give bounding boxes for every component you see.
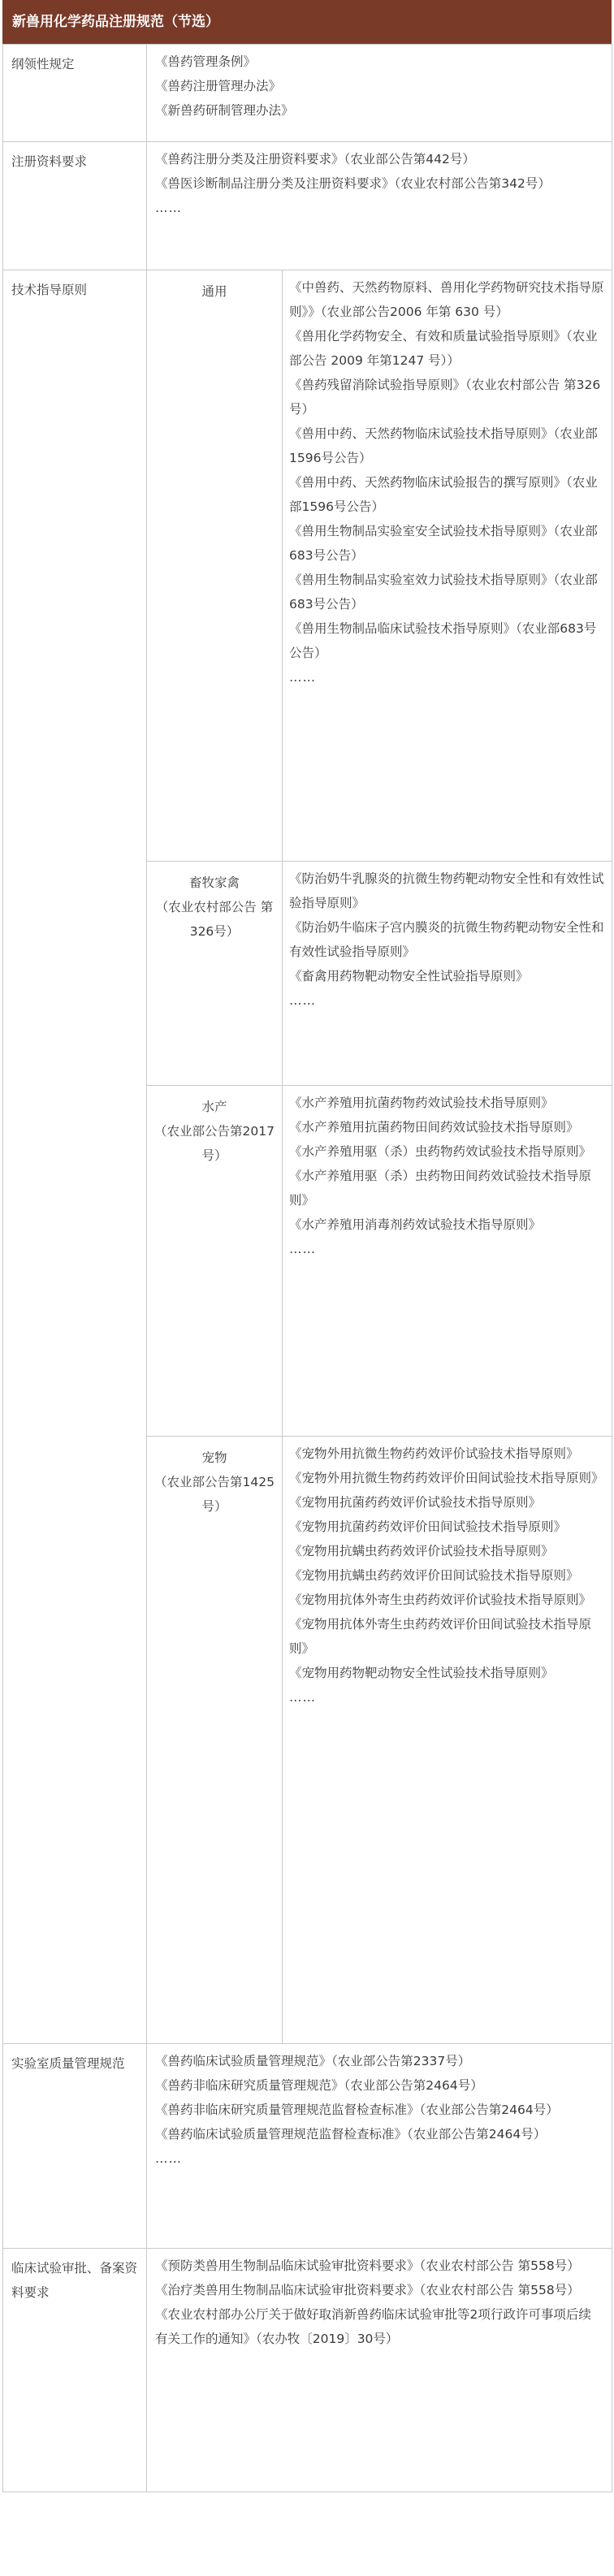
- list-item: 《水产养殖用抗菌药物田间药效试验技术指导原则》: [289, 1120, 579, 1135]
- subcategory-aquatic: [147, 1086, 283, 1437]
- ellipsis: ……: [155, 2151, 182, 2166]
- list-item: 《治疗类兽用生物制品临床试验审批资料要求》（农业农村部公告 第558号）: [155, 2283, 580, 2297]
- content-aquatic: [283, 1086, 612, 1437]
- list-item: 《水产养殖用抗菌药物药效试验技术指导原则》: [289, 1096, 554, 1110]
- list-item: 《水产养殖用驱（杀）虫药物药效试验技术指导原则》: [289, 1144, 592, 1159]
- list-item: 《兽药残留消除试验指导原则》（农业农村部公告 第326号）: [289, 378, 601, 417]
- subcategory-general: 通用: [147, 270, 283, 862]
- list-item: 《防治奶牛临床子宫内膜炎的抗微生物药靶动物安全性和有效性试验指导原则》: [289, 920, 604, 959]
- table-row: [3, 270, 612, 862]
- category-lab-quality: 实验室质量管理规范: [3, 2044, 147, 2249]
- list-item: 《水产养殖用驱（杀）虫药物田间药效试验技术指导原则》: [289, 1169, 592, 1208]
- list-item: 《兽药临床试验质量管理规范监督检查标准》（农业部公告第2464号）: [155, 2127, 547, 2142]
- content-guiding-rules: [147, 45, 612, 142]
- category-guiding-rules: 纲领性规定: [3, 45, 147, 142]
- list-item: 《宠物用抗螨虫药药效评价田间试验技术指导原则》: [289, 1568, 579, 1583]
- table-row: [3, 142, 612, 270]
- list-item: 《兽用中药、天然药物临床试验报告的撰写原则》（农业部1596号公告）: [289, 475, 598, 514]
- ellipsis: ……: [289, 670, 316, 685]
- list-item: 《宠物用抗菌药药效评价田间试验技术指导原则》: [289, 1519, 567, 1534]
- list-item: 《农业农村部办公厅关于做好取消新兽药临床试验审批等2项行政许可事项后续有关工作的通知》（农办牧〔2019〕30号）: [155, 2307, 591, 2346]
- list-item: 《兽药非临床研究质量管理规范监督检查标准》（农业部公告第2464号）: [155, 2103, 559, 2117]
- content-registration-requirements: [147, 142, 612, 270]
- content-general: [283, 270, 612, 862]
- subcategory-name: 宠物: [201, 1450, 227, 1465]
- list-item: 《兽医诊断制品注册分类及注册资料要求》（农业农村部公告第342号）: [155, 176, 551, 191]
- table-row: [3, 2249, 612, 2492]
- content-livestock: [283, 862, 612, 1086]
- list-item: 《兽药注册分类及注册资料要求》（农业部公告第442号）: [155, 152, 475, 166]
- list-item: 《宠物用抗菌药药效评价试验技术指导原则》: [289, 1495, 542, 1510]
- subcategory-name: 水产: [201, 1100, 227, 1114]
- table-row: [3, 45, 612, 142]
- list-item: 《宠物用抗体外寄生虫药药效评价试验技术指导原则》: [289, 1593, 592, 1607]
- list-item: 《宠物外用抗微生物药药效评价试验技术指导原则》: [289, 1446, 579, 1461]
- ellipsis: ……: [155, 201, 182, 215]
- table-title: 新兽用化学药品注册规范（节选）: [2, 0, 612, 44]
- list-item: 《兽药非临床研究质量管理规范》（农业部公告第2464号）: [155, 2078, 483, 2093]
- list-item: 《兽药注册管理办法》: [155, 79, 282, 93]
- regulations-table: [2, 44, 612, 2492]
- ellipsis: ……: [289, 1690, 316, 1705]
- subcategory-name: 畜牧家禽: [188, 875, 240, 890]
- list-item: 《兽用生物制品实验室安全试验技术指导原则》（农业部683号公告）: [289, 524, 598, 563]
- list-item: 《中兽药、天然药物原料、兽用化学药物研究技术指导原则》》（农业部公告2006 年第 630 号）: [289, 280, 604, 319]
- list-item: 《宠物外用抗微生物药药效评价田间试验技术指导原则》: [289, 1471, 604, 1485]
- list-item: 《宠物用抗体外寄生虫药药效评价田间试验技术指导原则》: [289, 1617, 592, 1656]
- category-clinical-trial: 临床试验审批、备案资料要求: [3, 2249, 147, 2492]
- subcategory-announcement: （农业农村部公告 第326号）: [155, 900, 274, 939]
- list-item: 《兽用生物制品实验室效力试验技术指导原则》（农业部683号公告）: [289, 573, 598, 612]
- subcategory-announcement: （农业部公告第1425号）: [154, 1475, 275, 1514]
- list-item: 《兽用中药、天然药物临床试验技术指导原则》（农业部1596号公告）: [289, 426, 598, 465]
- content-lab-quality: [147, 2044, 612, 2249]
- content-pets: [283, 1437, 612, 2044]
- category-registration-requirements: 注册资料要求: [3, 142, 147, 270]
- subcategory-pets: [147, 1437, 283, 2044]
- list-item: 《畜禽用药物靶动物安全性试验指导原则》: [289, 969, 529, 983]
- list-item: 《新兽药研制管理办法》: [155, 103, 294, 118]
- ellipsis: ……: [289, 993, 316, 1008]
- list-item: 《兽用生物制品临床试验技术指导原则》（农业部683号公告）: [289, 621, 597, 660]
- list-item: 《预防类兽用生物制品临床试验审批资料要求》（农业农村部公告 第558号）: [155, 2258, 580, 2273]
- ellipsis: ……: [289, 1242, 316, 1256]
- list-item: 《宠物用药物靶动物安全性试验技术指导原则》: [289, 1666, 554, 1680]
- list-item: 《兽用化学药物安全、有效和质量试验指导原则》（农业部公告 2009 年第1247 号））: [289, 329, 598, 368]
- subcategory-announcement: （农业部公告第2017号）: [154, 1124, 275, 1163]
- content-clinical-trial: [147, 2249, 612, 2492]
- list-item: 《兽药管理条例》: [155, 54, 257, 69]
- list-item: 《水产养殖用消毒剂药效试验技术指导原则》: [289, 1217, 542, 1232]
- category-technical-guidance: 技术指导原则: [3, 270, 147, 2044]
- table-row: [3, 2044, 612, 2249]
- list-item: 《防治奶牛乳腺炎的抗微生物药靶动物安全性和有效性试验指导原则》: [289, 871, 604, 910]
- list-item: 《兽药临床试验质量管理规范》（农业部公告第2337号）: [155, 2054, 471, 2068]
- list-item: 《宠物用抗螨虫药药效评价试验技术指导原则》: [289, 1544, 554, 1558]
- subcategory-livestock: [147, 862, 283, 1086]
- document: [2, 0, 612, 2492]
